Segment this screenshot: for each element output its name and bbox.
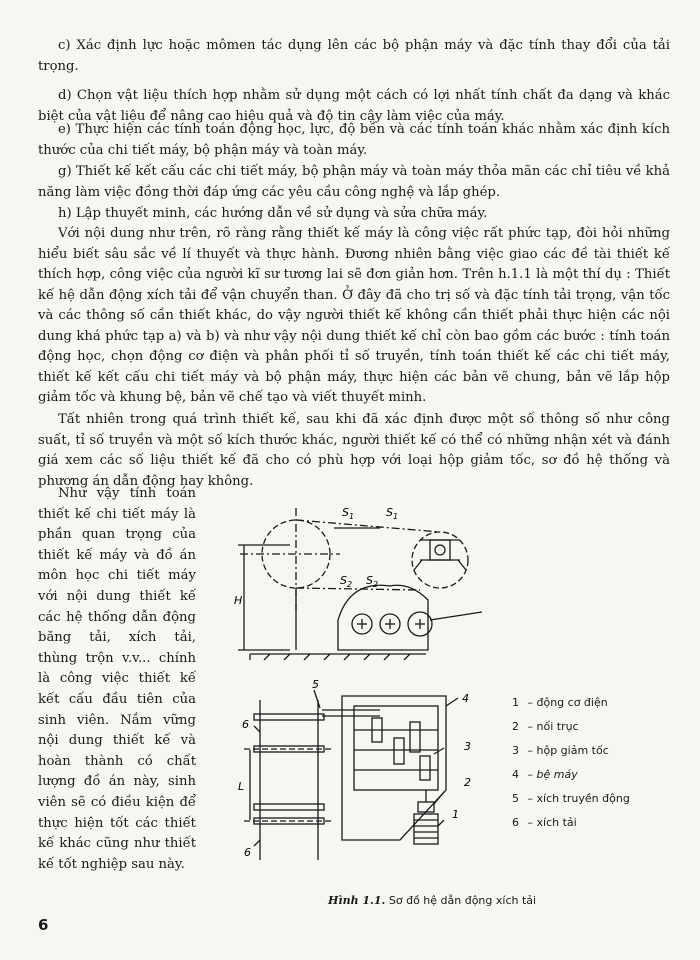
paragraph-d: d) Chọn vật liệu thích hợp nhằm sử dụng một cách có lợi nhất tính chất đa dạng và khác biệt của vật liệu để nâng cao hiệu quả và độ tin cậy làm việc của máy. xyxy=(38,88,670,124)
paragraph-left-column: Như vậy tính toán thiết kế chi tiết máy là phần quan trọng của thiết kế máy và đồ án môn học chi tiết máy với nội dung thiết kế các hệ thống dẫn động băng tải, xích tải, thùng trộn v.v... chính là công việc thiết kế kết cấu đầu tiên của sinh viên. Nắm vững nội dung thiết kế và hoàn thành có chất lượng đồ án này, sinh viên sẽ có điều kiện để thực hiện tốt các thiết kế khác cũng như thiết kế tốt nghiệp sau này. xyxy=(38,486,196,872)
paragraph-main-2: Tất nhiên trong quá trình thiết kế, sau khi đã xác định được một số thông số như công suất, tỉ số truyền và một số kích thước khác, người thiết kế có thể có những nhận xét và đánh giá xem các số liệu thiết kế đã cho có phù hợp với loại hộp giảm tốc, sơ đồ hệ thống và phương án dẫn động hay không. xyxy=(38,412,670,489)
label-s2-a-sub: 2 xyxy=(347,580,353,589)
label-s2-b-sub: 2 xyxy=(373,580,379,589)
label-4: 4 xyxy=(462,692,469,705)
page-number: 6 xyxy=(38,916,49,934)
legend-item-5: 5 – xích truyền động xyxy=(512,792,630,805)
label-s1-b-sub: 1 xyxy=(393,512,399,521)
label-1: 1 xyxy=(452,808,459,821)
label-s1-b: S xyxy=(386,506,393,519)
legend-item-6: 6 – xích tải xyxy=(512,816,577,829)
paragraph-main-1: Với nội dung như trên, rõ ràng rằng thiết kế máy là công việc rất phức tạp, đòi hỏi những hiểu biết sâu sắc về lí thuyết và thực hành. Đương nhiên bằng việc giao các đề tài thiết kế thích hợp, công việc của người kĩ sư tương lai sẽ đơn giản hơn. Trên h.1.1 là một thí dụ : Thiết kế hệ dẫn động xích tải để vận chuyển than. Ở đây đã cho trị số và đặc tính tải trọng, vận tốc và các thông số cần thiết khác, do vậy người thiết kế không cần thiết phải thực hiện các nội dung khá phức tạp a) và b) và như vậy nội dung thiết kế chỉ còn bao gồm các bước : tính toán động học, chọn động cơ điện và phân phối tỉ số truyền, tính toán thiết kế các chi tiết máy, thiết kế kết cấu chi tiết máy và bộ phận máy, thực hiện các bản vẽ chung, bản vẽ lắp hộp giảm tốc và khung bệ, bản vẽ chế tạo và viết thuyết minh. xyxy=(38,226,670,405)
label-s2-a: S xyxy=(340,574,347,587)
label-s1-a: S xyxy=(342,506,349,519)
label-l: L xyxy=(238,780,245,793)
figure-caption-text: Sơ đồ hệ dẫn động xích tải xyxy=(388,894,537,907)
legend-item-1: 1 – động cơ điện xyxy=(512,696,608,709)
label-6-bottom: 6 xyxy=(244,846,251,859)
label-h: H xyxy=(234,594,243,607)
paragraph-g: g) Thiết kế kết cấu các chi tiết máy, bộ phận máy và toàn máy thỏa mãn các chỉ tiêu về khả năng làm việc đồng thời đáp ứng các yêu cầu công nghệ và lắp ghép. xyxy=(38,164,670,200)
label-6-top: 6 xyxy=(242,718,249,731)
figure-caption xyxy=(328,894,536,907)
figure-caption-label: Hình 1.1. xyxy=(328,894,386,907)
legend-item-4: 4 – bệ máy xyxy=(512,768,578,781)
paragraph-e: e) Thực hiện các tính toán động học, lực, độ bền và các tính toán khác nhằm xác định kích thước của chi tiết máy, bộ phận máy và toàn máy. xyxy=(38,122,670,158)
label-5: 5 xyxy=(312,678,319,691)
paragraph-h: h) Lập thuyết minh, các hướng dẫn về sử dụng và sửa chữa máy. xyxy=(58,206,488,221)
label-2: 2 xyxy=(464,776,471,789)
legend-item-2: 2 – nối trục xyxy=(512,720,579,733)
legend-item-3: 3 – hộp giảm tốc xyxy=(512,744,609,757)
paragraph-c: c) Xác định lực hoặc mômen tác dụng lên các bộ phận máy và đặc tính thay đổi của tải trọng. xyxy=(38,38,670,74)
label-3: 3 xyxy=(464,740,471,753)
label-s1-a-sub: 1 xyxy=(349,512,355,521)
label-s2-b: S xyxy=(366,574,373,587)
